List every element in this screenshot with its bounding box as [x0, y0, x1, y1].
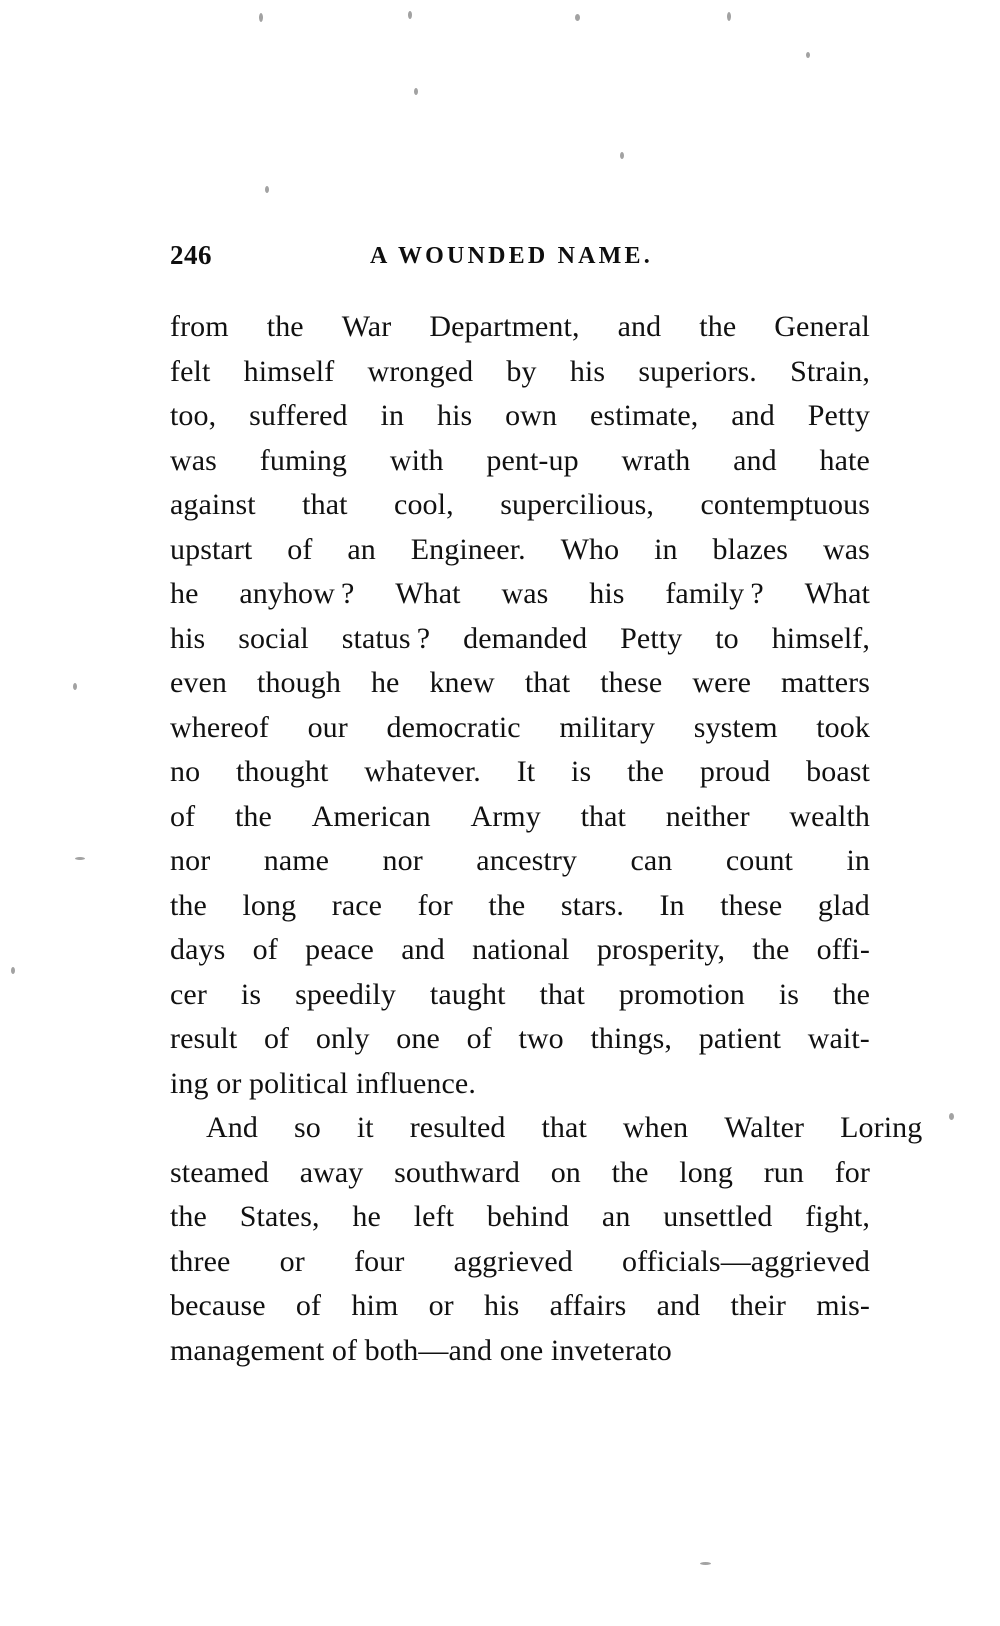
- word: in: [846, 844, 870, 877]
- scan-speck: [73, 683, 77, 690]
- word: four: [354, 1244, 405, 1278]
- word: steamed: [170, 1155, 269, 1189]
- text-line: [170, 439, 870, 484]
- text-line: [170, 795, 870, 840]
- text-line: [170, 1151, 870, 1196]
- scan-speck: [700, 1562, 711, 1565]
- text-line: [170, 661, 870, 706]
- word: he: [170, 577, 199, 610]
- word: run: [763, 1155, 805, 1189]
- word: these: [720, 888, 783, 922]
- word: and: [656, 1289, 701, 1322]
- word: and: [401, 933, 445, 966]
- word: officials—aggrieved: [622, 1244, 870, 1278]
- word: southward: [394, 1155, 520, 1189]
- text-line: management of both—and one inveterato: [170, 1333, 672, 1367]
- word: an: [347, 532, 376, 566]
- word: suffered: [249, 399, 348, 432]
- word: glad: [817, 888, 870, 922]
- word: the: [699, 310, 737, 343]
- word: two: [518, 1022, 564, 1055]
- word: affairs: [549, 1289, 627, 1322]
- scan-speck: [75, 857, 85, 860]
- word: and: [731, 399, 775, 432]
- word: peace: [305, 933, 374, 966]
- word: system: [693, 710, 778, 744]
- running-title: A WOUNDED NAME.: [370, 243, 653, 269]
- word: that: [302, 488, 348, 521]
- word: whereof: [170, 710, 269, 744]
- word: in: [654, 532, 678, 566]
- word: What: [804, 577, 870, 610]
- word: long: [679, 1155, 734, 1189]
- word: wealth: [789, 799, 870, 833]
- word: one: [396, 1022, 440, 1055]
- text-line: [170, 350, 870, 395]
- text-line: [170, 572, 870, 617]
- text-line: [170, 483, 870, 528]
- word: stars.: [560, 888, 624, 922]
- word: and: [733, 443, 777, 477]
- body-text: [170, 305, 923, 1373]
- text-line: [170, 528, 870, 573]
- word: only: [315, 1022, 370, 1055]
- word: things,: [590, 1022, 673, 1055]
- word: neither: [665, 799, 750, 833]
- word: Walter: [724, 1111, 805, 1144]
- word: was: [170, 443, 217, 477]
- text-line: [170, 1195, 870, 1240]
- word: military: [559, 710, 656, 744]
- word: aggrieved: [453, 1244, 573, 1278]
- paragraph: [170, 305, 870, 1106]
- word: contemptuous: [700, 488, 870, 521]
- word: democratic: [386, 710, 521, 744]
- text-line: [170, 1017, 870, 1062]
- word: of: [263, 1022, 290, 1055]
- word: superiors.: [638, 354, 757, 388]
- word: knew: [429, 666, 495, 699]
- word: of: [252, 933, 278, 966]
- word: national: [472, 933, 570, 966]
- word: General: [774, 310, 870, 343]
- word: And: [206, 1111, 258, 1144]
- word: Loring: [840, 1111, 923, 1144]
- text-line: [170, 706, 870, 751]
- word: upstart: [170, 532, 253, 566]
- word: the: [234, 799, 272, 833]
- word: wait-: [807, 1022, 870, 1055]
- word: proud: [699, 755, 771, 788]
- word: is: [240, 977, 262, 1011]
- word: away: [299, 1155, 364, 1189]
- word: it: [356, 1111, 374, 1144]
- text-line: [170, 750, 870, 795]
- word: status ?: [341, 621, 431, 655]
- word: he: [370, 666, 400, 699]
- word: that: [580, 799, 626, 833]
- text-line: [170, 617, 870, 662]
- scan-speck: [727, 12, 731, 21]
- word: whatever.: [364, 755, 481, 788]
- word: his: [484, 1289, 520, 1322]
- word: taught: [429, 977, 506, 1011]
- word: pent-up: [486, 443, 579, 477]
- word: blazes: [712, 532, 789, 566]
- word: of: [466, 1022, 492, 1055]
- word: It: [516, 755, 536, 788]
- word: thought: [236, 755, 329, 788]
- word: result: [170, 1022, 238, 1055]
- word: for: [834, 1155, 870, 1189]
- word: cool,: [394, 488, 454, 521]
- word: him: [351, 1289, 399, 1322]
- word: of: [295, 1289, 322, 1322]
- word: the: [488, 888, 526, 922]
- word: estimate,: [590, 399, 699, 432]
- word: when: [622, 1111, 689, 1144]
- text-line: [170, 839, 870, 884]
- word: Who: [560, 532, 620, 566]
- word: count: [725, 844, 793, 877]
- word: boast: [806, 755, 870, 788]
- word: name: [263, 844, 330, 877]
- word: left: [413, 1200, 455, 1233]
- word: States,: [239, 1200, 320, 1233]
- scan-speck: [806, 52, 810, 58]
- text-line: [170, 1284, 870, 1329]
- word: American: [311, 799, 431, 833]
- word: that: [539, 977, 585, 1011]
- word: In: [659, 888, 685, 922]
- text-line: [170, 1106, 923, 1151]
- word: felt: [170, 354, 211, 388]
- word: nor: [170, 844, 211, 877]
- word: the: [627, 755, 665, 788]
- word: ancestry: [476, 844, 578, 877]
- scan-speck: [265, 186, 269, 193]
- text-line: [170, 305, 870, 350]
- word: fight,: [805, 1200, 870, 1233]
- word: of: [170, 799, 196, 833]
- word: our: [307, 710, 348, 744]
- word: for: [417, 888, 453, 922]
- word: hate: [819, 443, 870, 477]
- word: were: [692, 666, 751, 699]
- word: and: [617, 310, 662, 343]
- word: himself,: [771, 621, 870, 655]
- word: the: [170, 888, 207, 922]
- word: though: [257, 666, 341, 699]
- word: so: [293, 1111, 321, 1144]
- word: too,: [170, 399, 217, 432]
- scan-speck: [259, 13, 263, 22]
- word: Petty: [807, 399, 870, 432]
- word: the: [833, 977, 870, 1011]
- word: three: [170, 1244, 231, 1278]
- word: to: [715, 621, 739, 655]
- word: was: [822, 532, 870, 566]
- word: cer: [170, 977, 207, 1011]
- word: was: [501, 577, 549, 610]
- word: fuming: [259, 443, 348, 477]
- word: can: [630, 844, 673, 877]
- text-line: [170, 928, 870, 973]
- word: against: [170, 488, 256, 521]
- word: supercilious,: [500, 488, 654, 521]
- word: Department,: [429, 310, 580, 343]
- scan-speck: [949, 1113, 954, 1120]
- word: patient: [698, 1022, 782, 1055]
- word: he: [352, 1200, 381, 1233]
- word: days: [170, 933, 226, 966]
- word: unsettled: [663, 1200, 773, 1233]
- word: promotion: [618, 977, 745, 1011]
- word: Army: [470, 799, 541, 833]
- word: by: [506, 354, 537, 388]
- word: the: [752, 933, 790, 966]
- word: long: [242, 888, 297, 922]
- word: demanded: [463, 621, 588, 655]
- word: is: [571, 755, 592, 788]
- word: that: [541, 1111, 587, 1144]
- word: race: [331, 888, 383, 922]
- scan-speck: [408, 11, 412, 19]
- word: prosperity,: [596, 933, 726, 966]
- page-number: 246: [170, 240, 212, 270]
- word: wrath: [621, 443, 691, 477]
- word: mis-: [816, 1289, 870, 1322]
- word: behind: [486, 1200, 570, 1233]
- text-line: [170, 973, 870, 1018]
- word: What: [395, 577, 461, 610]
- word: in: [380, 399, 405, 432]
- word: matters: [780, 666, 870, 699]
- word: speedily: [295, 977, 396, 1011]
- scan-speck: [575, 14, 580, 21]
- word: family ?: [665, 577, 764, 610]
- word: his: [436, 399, 473, 432]
- word: the: [266, 310, 304, 343]
- word: wronged: [367, 354, 474, 388]
- text-line: ing or political influence.: [170, 1066, 476, 1100]
- word: social: [238, 621, 309, 655]
- text-line: [170, 1240, 870, 1285]
- word: or: [279, 1244, 305, 1278]
- word: of: [287, 532, 313, 566]
- text-line: [170, 884, 870, 929]
- running-head: [170, 240, 870, 280]
- word: took: [816, 710, 870, 744]
- word: offi-: [816, 933, 870, 966]
- word: his: [170, 621, 206, 655]
- word: himself: [243, 354, 335, 388]
- word: nor: [382, 844, 423, 877]
- word: his: [569, 354, 606, 388]
- word: that: [524, 666, 571, 699]
- word: even: [170, 666, 228, 699]
- scan-speck: [414, 88, 418, 95]
- word: anyhow ?: [239, 577, 355, 610]
- word: resulted: [409, 1111, 506, 1144]
- word: is: [778, 977, 800, 1011]
- word: on: [550, 1155, 581, 1189]
- word: from: [170, 310, 229, 343]
- word: because: [170, 1289, 266, 1322]
- text-line: [170, 394, 870, 439]
- paragraph: [170, 1106, 923, 1373]
- word: with: [389, 443, 444, 477]
- word: these: [600, 666, 663, 699]
- word: his: [589, 577, 625, 610]
- word: Petty: [620, 621, 683, 655]
- word: own: [505, 399, 558, 432]
- word: War: [341, 310, 392, 343]
- word: the: [170, 1200, 207, 1233]
- scan-speck: [620, 152, 624, 159]
- word: the: [611, 1155, 649, 1189]
- word: Strain,: [790, 354, 870, 388]
- word: their: [730, 1289, 786, 1322]
- word: no: [170, 755, 201, 788]
- scan-speck: [11, 967, 15, 974]
- word: or: [428, 1289, 454, 1322]
- word: an: [601, 1200, 631, 1233]
- word: Engineer.: [410, 532, 526, 566]
